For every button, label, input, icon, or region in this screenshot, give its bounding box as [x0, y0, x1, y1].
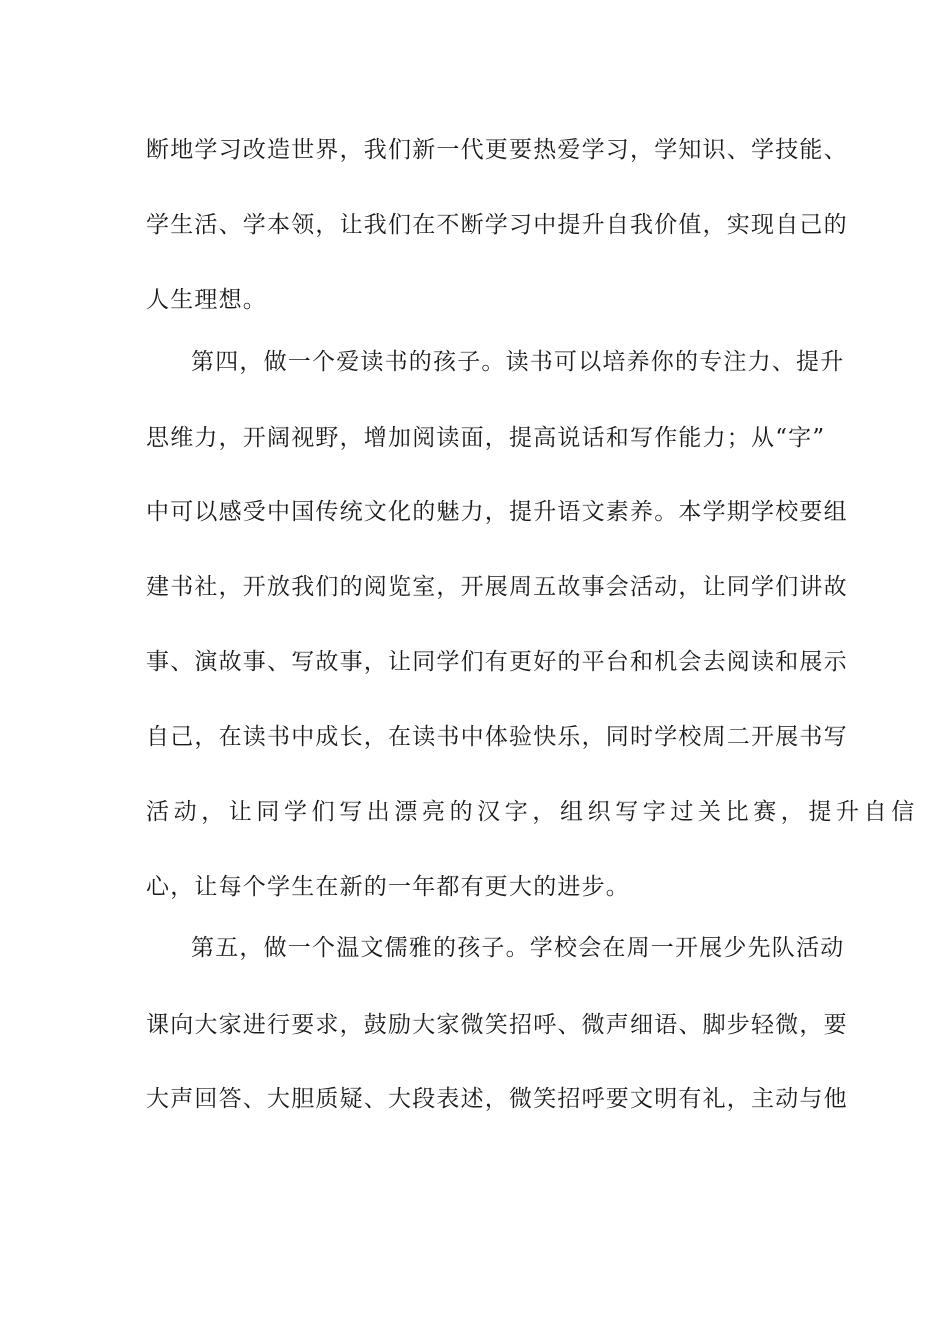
text-line-11: 心，让每个学生在新的一年都有更大的进步。: [146, 874, 630, 900]
text-line-12: 第五，做一个温文儒雅的孩子。学校会在周一开展少先队活动: [191, 935, 845, 961]
text-line-4: 第四，做一个爱读书的孩子。读书可以培养你的专注力、提升: [191, 349, 845, 375]
text-line-9: 自己，在读书中成长，在读书中体验快乐，同时学校周二开展书写: [146, 724, 848, 750]
text-line-14: 大声回答、大胆质疑、大段表述，微笑招呼要文明有礼，主动与他: [146, 1086, 848, 1112]
text-line-10: 活动，让同学们写出漂亮的汉字，组织写字过关比赛，提升自信: [146, 799, 919, 825]
text-line-13: 课向大家进行要求，鼓励大家微笑招呼、微声细语、脚步轻微，要: [146, 1012, 848, 1038]
text-line-1: 断地学习改造世界，我们新一代更要热爱学习，学知识、学技能、: [146, 137, 848, 163]
text-line-2: 学生活、学本领，让我们在不断学习中提升自我价值，实现自己的: [146, 212, 848, 238]
text-line-3: 人生理想。: [146, 287, 267, 313]
text-line-6: 中可以感受中国传统文化的魅力，提升语文素养。本学期学校要组: [146, 499, 848, 525]
text-line-8: 事、演故事、写故事，让同学们有更好的平台和机会去阅读和展示: [146, 649, 848, 675]
text-line-5: 思维力，开阔视野，增加阅读面，提高说话和写作能力；从“字”: [146, 425, 826, 451]
text-line-7: 建书社，开放我们的阅览室，开展周五故事会活动，让同学们讲故: [146, 574, 848, 600]
